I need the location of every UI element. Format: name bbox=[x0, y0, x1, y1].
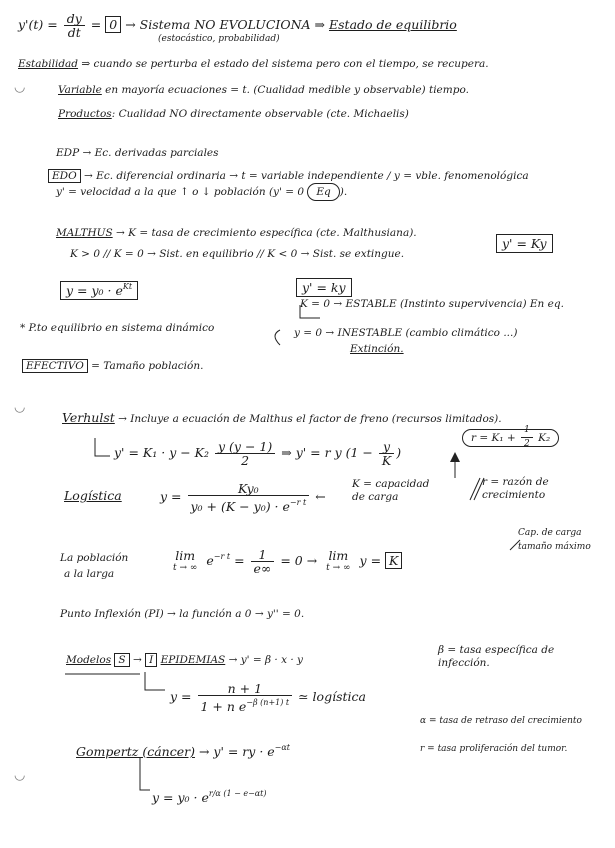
malthus-solution: $y = y_0 \cdot e^{Kt}$ bbox=[60, 279, 138, 298]
y0-unstable: y = 0 → INESTABLE (cambio climático ...) bbox=[294, 327, 518, 339]
verhulst-line: Verhulst → Incluye a ecuación de Malthus el factor de freno (recursos limitados). bbox=[62, 410, 502, 425]
beta-definition: β = tasa específica de infección. bbox=[438, 644, 555, 669]
efectivo-line: EFECTIVO = Tamaño población. bbox=[22, 360, 203, 373]
verhulst-eq1: y' = K₁ · y − K₂ $\frac{y (y - 1)}{2}$ ⇒ y' = r y (1 − $\frac{y}{K}$ ) bbox=[114, 439, 402, 468]
modelos-line: Modelos S → I EPIDEMIAS → y' = β · x · y bbox=[66, 654, 303, 666]
dy-dt-fraction: $\frac{dy}{dt}$ bbox=[64, 12, 85, 39]
k0-stable: K = 0 → ESTABLE (Instinto supervivencia) En eq. bbox=[300, 298, 564, 310]
tamano-maximo: tamaño máximo bbox=[518, 542, 591, 552]
margin-mark: ◡ bbox=[14, 768, 26, 783]
eq-circle: Eq bbox=[307, 183, 339, 201]
margin-mark: ◡ bbox=[14, 80, 26, 95]
largo-label-2: a la larga bbox=[64, 568, 115, 580]
malthus-cases: K > 0 // K = 0 → Sist. en equilibrio // K < 0 → Sist. se extingue. bbox=[70, 248, 405, 260]
edo-box: EDO bbox=[48, 169, 81, 183]
variable-line: Variable en mayoría ecuaciones = t. (Cualidad medible y observable) tiempo. bbox=[58, 84, 469, 96]
largo-label-1: La población bbox=[60, 552, 129, 564]
gompertz-line: Gompertz (cáncer) → y' = ry · $e^{-\alpha t}$ bbox=[76, 743, 290, 759]
malthus-boxed-eq: y' = Ky bbox=[496, 236, 553, 251]
estabilidad-label: Estabilidad bbox=[18, 58, 79, 70]
edo-line: EDO → Ec. diferencial ordinaria → t = variable independiente / y = vble. fenomenológica bbox=[48, 170, 529, 183]
logistica-line bbox=[64, 488, 122, 503]
inflexion-line: Punto Inflexión (PI) → la función a 0 → y'' = 0. bbox=[60, 608, 305, 620]
equilibrio-boxed-eq: y' = ky bbox=[296, 280, 352, 295]
malthus-line: MALTHUS → K = tasa de crecimiento específica (cte. Malthusiana). bbox=[56, 227, 417, 239]
r-razon: r = razón de crecimiento bbox=[482, 476, 549, 501]
r-tumor-definition: r = tasa proliferación del tumor. bbox=[420, 744, 568, 754]
derivative-lhs: y'(t) = bbox=[18, 17, 58, 32]
k-capacidad: K = capacidad de carga bbox=[352, 478, 430, 503]
gompertz-label: Gompertz (cáncer) bbox=[76, 744, 195, 759]
edo-velocity-line: y' = velocidad a la que ↑ o ↓ población (y' = 0 Eq ). bbox=[56, 186, 347, 199]
gompertz-solution: $y = y_0 \cdot e^{r/\alpha (1 - e-\alpha t)}$ bbox=[152, 789, 267, 805]
equilibrio-note: * P.to equilibrio en sistema dinámico bbox=[20, 322, 215, 334]
header-subnote: (estocástico, probabilidad) bbox=[158, 34, 280, 44]
malthus-label: MALTHUS bbox=[56, 227, 113, 239]
estado-equilibrio: Estado de equilibrio bbox=[329, 17, 457, 32]
largo-limit: lim t → ∞ $e^{-r t}$ = $\frac{1}{e\infty}$ = 0 → lim t → ∞ y = K bbox=[168, 548, 402, 575]
r-definition: r = K₁ + $\frac{1}{2}$ K₂ bbox=[462, 424, 559, 451]
extincion-label: Extinción. bbox=[350, 343, 404, 355]
sistema-text: Sistema NO EVOLUCIONA bbox=[139, 17, 311, 32]
cap-carga: Cap. de carga bbox=[518, 528, 582, 538]
productos-line: Productos: Cualidad NO directamente observable (cte. Michaelis) bbox=[58, 108, 409, 120]
boxed-zero: 0 bbox=[105, 16, 121, 33]
logistica-eq: y = $\frac{\text{Ky₀}}{y_0 + (K - y_0) \cdot e^{-r t}}$ ← bbox=[160, 481, 326, 514]
verhulst-label: Verhulst bbox=[62, 410, 115, 425]
alpha-definition: α = tasa de retraso del crecimiento bbox=[420, 716, 582, 726]
margin-mark: ◡ bbox=[14, 400, 26, 415]
epidemia-solution: y = $\frac{n + 1}{1 + n e^{-\beta (n+1) t}}$ ≃ logística bbox=[170, 681, 366, 714]
header-equation: y'(t) = $\frac{dy}{dt}$ = 0 → Sistema NO EVOLUCIONA ⇒ Estado de equilibrio bbox=[18, 11, 457, 40]
efectivo-box: EFECTIVO bbox=[22, 359, 88, 373]
logistica-label: Logística bbox=[64, 488, 122, 503]
estabilidad-line: Estabilidad ⇒ cuando se perturba el estado del sistema pero con el tiempo, se recupera. bbox=[18, 58, 489, 70]
modelos-label: Modelos bbox=[66, 654, 112, 666]
edp-line: EDP → Ec. derivadas parciales bbox=[56, 147, 219, 159]
